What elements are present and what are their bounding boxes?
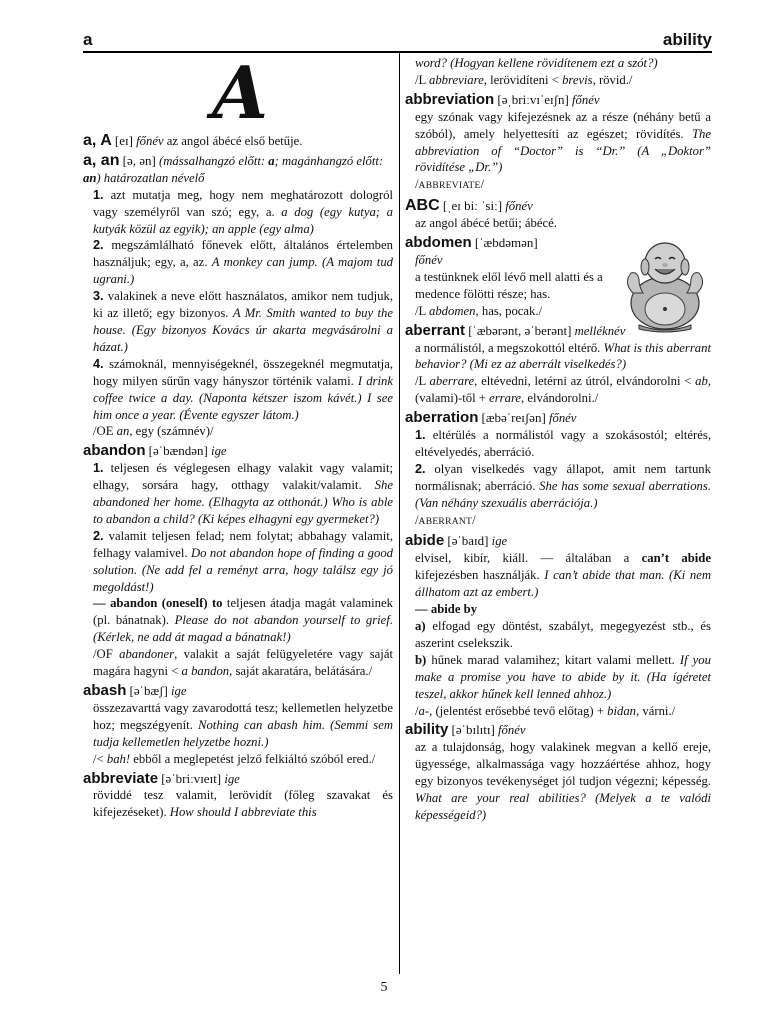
headword: aberrant <box>405 321 466 339</box>
sense-2: 2. megszámlálható főnevek előtt, általános értelemben használjuk; egy, a, az. A monkey can jump. (A majom tud ugrani.) <box>93 238 394 287</box>
sense-1: 1. eltérülés a normálistól vagy a szokásostól; eltérés, eltévelyedés, aberráció. <box>415 428 711 459</box>
cross-reference: /ABBREVIATE/ <box>415 177 485 192</box>
part-of-speech: főnév <box>548 411 577 426</box>
etymology: /L abbreviare, lerövidíteni < brevis, rövid./ <box>415 72 633 87</box>
entry-a-an <box>83 153 393 440</box>
pronunciation: [ˌeɪ biː ˈsiː] <box>442 198 503 214</box>
right-column <box>405 55 711 827</box>
sense-a: a) elfogad egy döntést, szabályt, megegyezést stb., és aszerint cselekszik. <box>415 619 711 650</box>
entry-abbreviate-continued <box>405 55 711 89</box>
usage-note: (mássalhangzó előtt: a; magánhangzó előtt: an) határozatlan névelő <box>83 153 384 185</box>
sense-4: 4. számoknál, mennyiségeknél, összegeknél megmutatja, hogy milyen sűrűn vagy hányszor történik valami. I drink coffee twice a day. (Naponta kétszer iszom kávét.) I see him once a year. (Évente egyszer látom.) <box>93 356 393 422</box>
pronunciation: [əˈbɪlɪtɪ] <box>451 722 495 738</box>
pronunciation: [əˈbriːvɪeɪt] <box>161 770 222 786</box>
pronunciation: [ˈæbdəmən] <box>474 235 538 251</box>
pronunciation: [əˈbaɪd] <box>447 533 489 549</box>
page-number: 5 <box>380 980 388 995</box>
example-continued: word? (Hogyan kellene rövidítenem ezt a szót?) <box>415 56 658 70</box>
part-of-speech: főnév <box>505 199 533 214</box>
pronunciation: [ˈæbərənt, əˈberənt] <box>468 322 572 338</box>
headword: abbreviate <box>83 769 159 787</box>
pronunciation: [əˌbriːvɪˈeɪʃn] <box>497 91 569 107</box>
entry-abandon <box>83 443 393 680</box>
cross-reference: /ABERRANT/ <box>415 512 476 527</box>
entry-abc <box>405 198 711 232</box>
definition: az angol ábécé első betűje. <box>166 134 303 148</box>
sense-2: 2. olyan viselkedés vagy állapot, amit nem tartunk normálisnak; aberráció. She has some sexual aberrations. (Van néhány szexuális aberrációja.) <box>415 461 711 510</box>
pronunciation: [æbəˈreɪʃən] <box>481 410 546 426</box>
entry-aberration <box>405 410 711 530</box>
etymology: /L aberrare, eltévedni, letérni az útról, elvándorolni < ab, (valami)-től + errare, elvándorolni./ <box>415 374 711 406</box>
header-rule <box>83 51 712 53</box>
etymology: /OE an, egy (számnév)/ <box>93 424 214 439</box>
part-of-speech: ige <box>224 771 240 786</box>
definition: elvisel, kibír, kiáll. — általában a can’t abide kifejezésben használják. I can’t abide that man. (Ki nem állhatom azt az embert.) <box>415 551 711 600</box>
headword: abash <box>83 682 127 699</box>
guide-word-left: a <box>83 30 93 49</box>
headword: abide <box>405 532 445 550</box>
definition: röviddé tesz valamit, lerövidít (főleg szavakat és kifejezéseket). How should I abbreviate this <box>93 788 393 820</box>
drop-letter: A <box>212 50 264 135</box>
part-of-speech: ige <box>211 444 227 459</box>
part-of-speech: főnév <box>572 92 600 107</box>
buddha-illustration <box>619 237 711 333</box>
etymology: /L abdomen, has, pocak./ <box>415 303 543 318</box>
sense-3: 3. valakinek a neve előtt használatos, amikor nem tudjuk, ki az illető; egy bizonyos. A Mr. Smith wanted to buy the house. (Egy bizonyos Kovács úr akarta megvásárolni a házat.) <box>93 289 394 354</box>
entry-abbreviate <box>83 771 393 822</box>
entry-ability <box>405 722 711 823</box>
entry-abbreviation <box>405 92 711 195</box>
etymology: /< bah! ebből a meglepetést jelző felkiáltó szóból ered./ <box>93 751 376 766</box>
headword: abandon <box>83 442 146 460</box>
part-of-speech: ige <box>170 684 187 698</box>
part-of-speech: melléknév <box>574 323 626 338</box>
sense-b: b) hűnek marad valamihez; kitart valami mellett. If you make a promise you have to abide by it. (Ha ígéretet teszel, akkor hűnek kell lenned ahhoz.) <box>415 652 711 701</box>
etymology: /a-, (jelentést erősebbé tevő előtag) + bidan, várni./ <box>415 703 676 718</box>
etymology: /OF abandoner, valakit a saját felügyeletére vagy saját magára hagyni < a bandon, saját akaratára, belátására./ <box>93 647 393 679</box>
definition: összezavarttá vagy zavarodottá tesz; kellemetlen helyzetbe hoz; megszégyenít. Nothing can abash him. (Semmi sem tudja kellemetlen helyzetbe hozni.) <box>93 700 393 749</box>
headword: a, A <box>83 132 112 149</box>
entry-abide <box>405 533 711 719</box>
phrase: — abandon (oneself) to teljesen átadja magát valaminek (pl. bánatnak). Please do not abandon yourself to grief. (Kérlek, ne add át magad a bánatnak!) <box>93 596 394 645</box>
headword: ability <box>405 721 449 739</box>
sense-2: 2. valamit teljesen felad; nem folytat; abbahagy valamit, felhagy valamivel. Do not abandon hope of finding a good solution. (Ne add fel a reményt arra, hogy találsz egy jó megoldást!) <box>93 528 394 594</box>
pronunciation: [ə, ən] <box>122 152 156 168</box>
part-of-speech: főnév <box>498 723 526 738</box>
sense-1: 1. teljesen és véglegesen elhagy valakit vagy valamit; elhagy, sorsára hagy, otthagy valakit/valamit. She abandoned her home. (Elhagyta az otthonát.) Who is able to abandon a child? (Ki képes elhagyni egy gyermeket?) <box>93 461 394 526</box>
headword: abdomen <box>405 234 472 252</box>
definition: az a tulajdonság, hogy valakinek megvan a kellő ereje, ügyessége, alkalmassága vagy hozzáértése ahhoz, hogy egy bizonyos tevékenységet jól tudjon végezni; képesség. What are your real abilities? (Melyek a te valódi képességeid?) <box>415 740 711 822</box>
pronunciation: [əˈbændən] <box>148 443 208 459</box>
entry-abdomen <box>405 235 711 320</box>
headword: aberration <box>405 409 479 427</box>
entry-abash <box>83 683 393 768</box>
definition: a normálistól, a megszokottól eltérő. What is this aberrant behavior? (Mi ez az aberrált viselkedés?) <box>415 340 712 372</box>
pronunciation: [eɪ] <box>114 133 133 148</box>
pronunciation: [əˈbæʃ] <box>129 683 168 698</box>
definition: egy szónak vagy kifejezésnek az a része (néhány betű a szóból), amely helyettesíti az egészet; rövidítés. The abbreviation of “Doctor” is “Dr.” (A „Doktor” rövidítése „Dr.”) <box>415 109 712 175</box>
headword: abbreviation <box>405 90 495 108</box>
headword: ABC <box>405 197 440 215</box>
sense-1: 1. azt mutatja meg, hogy nem meghatározott dologról vagy személyről van szó; egy, a. a dog (egy kutya; a kutyák közül az egyik); an apple (egy alma) <box>93 187 393 236</box>
headword: a, an <box>83 151 120 169</box>
phrase: — abide by <box>415 602 478 617</box>
definition: főnév a testünknek elől lévő mell alatti és a medence fölötti része; has. <box>415 252 603 301</box>
part-of-speech: ige <box>491 534 508 549</box>
guide-word-right: ability <box>662 30 712 49</box>
part-of-speech: főnév <box>136 134 164 148</box>
left-column <box>83 50 394 824</box>
entry-a-capital <box>83 133 393 150</box>
definition: az angol ábécé betűi; ábécé. <box>415 216 557 231</box>
entry-aberrant <box>405 323 711 408</box>
column-divider <box>399 53 400 974</box>
